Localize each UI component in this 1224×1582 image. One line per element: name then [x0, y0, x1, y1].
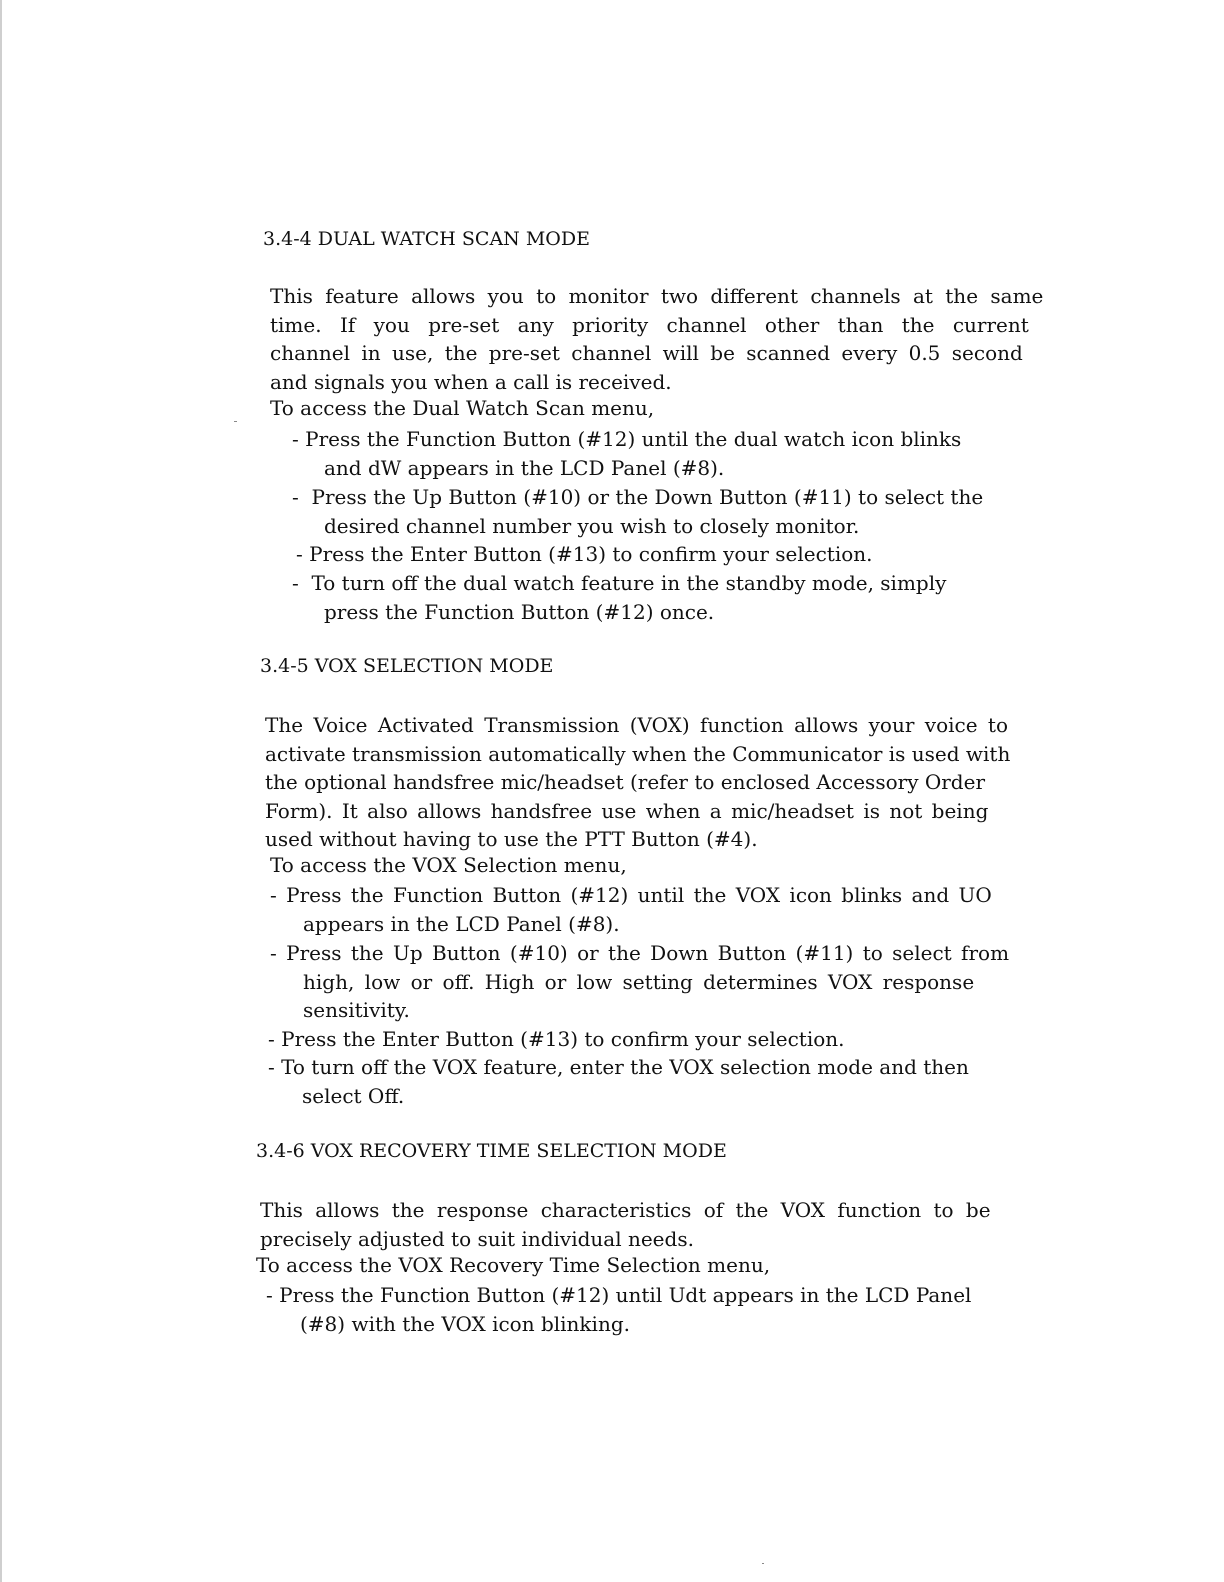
- list-item: [266, 1281, 971, 1338]
- list-item-line: desired channel number you wish to closely monitor.: [324, 513, 860, 538]
- list-item-line: [270, 881, 992, 910]
- list-item-line: appears in the LCD Panel (#8).: [303, 911, 620, 936]
- list-item: [270, 881, 992, 938]
- section-heading-dual-watch: 3.4-4 DUAL WATCH SCAN MODE: [263, 228, 590, 250]
- list-item-line: (#8) with the VOX icon blinking.: [300, 1311, 630, 1336]
- menu-intro-vox-selection: To access the VOX Selection menu,: [270, 853, 627, 877]
- section-heading-vox-recovery: 3.4-6 VOX RECOVERY TIME SELECTION MODE: [256, 1140, 727, 1162]
- bullet-dash: -: [270, 941, 277, 965]
- paragraph-line: This allows the response characteristics of the VOX function to be: [260, 1198, 991, 1222]
- paragraph-line: channel in use, the pre-set channel will be scanned every 0.5 second: [270, 341, 1023, 365]
- bullet-dash: -: [266, 1283, 273, 1307]
- bullet-dash: -: [292, 571, 299, 595]
- list-item-line: [292, 483, 983, 512]
- list-item: [270, 939, 1009, 1025]
- list-item-line: sensitivity.: [303, 998, 410, 1022]
- bullet-dash: -: [268, 1055, 275, 1079]
- section-heading-vox-selection: 3.4-5 VOX SELECTION MODE: [260, 655, 554, 677]
- list-item-line: and dW appears in the LCD Panel (#8).: [324, 455, 725, 480]
- list-item-line: [268, 1053, 969, 1082]
- list-item-line: select Off.: [302, 1083, 405, 1108]
- list-item-line: [268, 1025, 845, 1054]
- paragraph-line: used without having to use the PTT Button (#4).: [265, 827, 758, 851]
- list-item: [296, 540, 873, 569]
- list-item: [292, 483, 983, 540]
- list-item-text: Press the Enter Button (#13) to confirm your selection.: [281, 1027, 845, 1051]
- page-edge: [0, 0, 2, 1582]
- paragraph-line: precisely adjusted to suit individual needs.: [260, 1226, 694, 1251]
- menu-intro-vox-recovery: To access the VOX Recovery Time Selection menu,: [256, 1253, 771, 1277]
- list-item-line: [292, 425, 961, 454]
- paragraph-line: The Voice Activated Transmission (VOX) function allows your voice to: [265, 713, 1008, 737]
- paragraph-line: time. If you pre-set any priority channel other than the current: [270, 312, 1029, 337]
- list-item-text: Press the Function Button (#12) until the dual watch icon blinks: [305, 427, 962, 451]
- list-item-line: [292, 569, 946, 598]
- list-item-line: [270, 939, 1009, 968]
- list-item-text: Press the Up Button (#10) or the Down Button (#11) to select the: [311, 485, 984, 509]
- list-item-text: To turn off the dual watch feature in the standby mode, simply: [311, 571, 947, 595]
- paragraph-line: the optional handsfree mic/headset (refer to enclosed Accessory Order: [265, 770, 985, 794]
- bullet-dash: -: [296, 542, 303, 566]
- paragraph-vox-selection: [265, 711, 1043, 854]
- paragraph-line: and signals you when a call is received.: [270, 369, 672, 394]
- scan-speck: [234, 421, 237, 422]
- list-item-line: [266, 1281, 971, 1310]
- paragraph-dual-watch: [270, 282, 1046, 396]
- bullet-dash: -: [292, 485, 299, 509]
- bullet-dash: -: [268, 1027, 275, 1051]
- menu-intro-dual-watch: To access the Dual Watch Scan menu,: [270, 396, 655, 420]
- paragraph-line: activate transmission automatically when the Communicator is used with: [265, 741, 1011, 766]
- list-item: [292, 425, 961, 482]
- list-item: [292, 569, 946, 626]
- list-item-text: Press the Enter Button (#13) to confirm your selection.: [309, 542, 873, 566]
- list-item: [268, 1025, 845, 1054]
- list-item-text: Press the Function Button (#12) until Udt appears in the LCD Panel: [279, 1283, 972, 1307]
- list-item-text: Press the Up Button (#10) or the Down Button (#11) to select from: [286, 941, 1010, 965]
- list-item-text: Press the Function Button (#12) until the VOX icon blinks and UO: [286, 883, 992, 907]
- list-item-line: high, low or off. High or low setting determines VOX response: [303, 969, 975, 994]
- list-item-text: To turn off the VOX feature, enter the VOX selection mode and then: [281, 1055, 969, 1079]
- list-item: [268, 1053, 969, 1110]
- bullet-dash: -: [292, 427, 299, 451]
- scan-speck: [762, 1563, 764, 1564]
- bullet-dash: -: [270, 883, 277, 907]
- list-item-line: press the Function Button (#12) once.: [324, 599, 715, 624]
- paragraph-line: This feature allows you to monitor two different channels at the same: [270, 284, 1044, 308]
- paragraph-vox-recovery: [260, 1196, 1040, 1253]
- list-item-line: [296, 540, 873, 569]
- paragraph-line: Form). It also allows handsfree use when a mic/headset is not being: [265, 798, 989, 823]
